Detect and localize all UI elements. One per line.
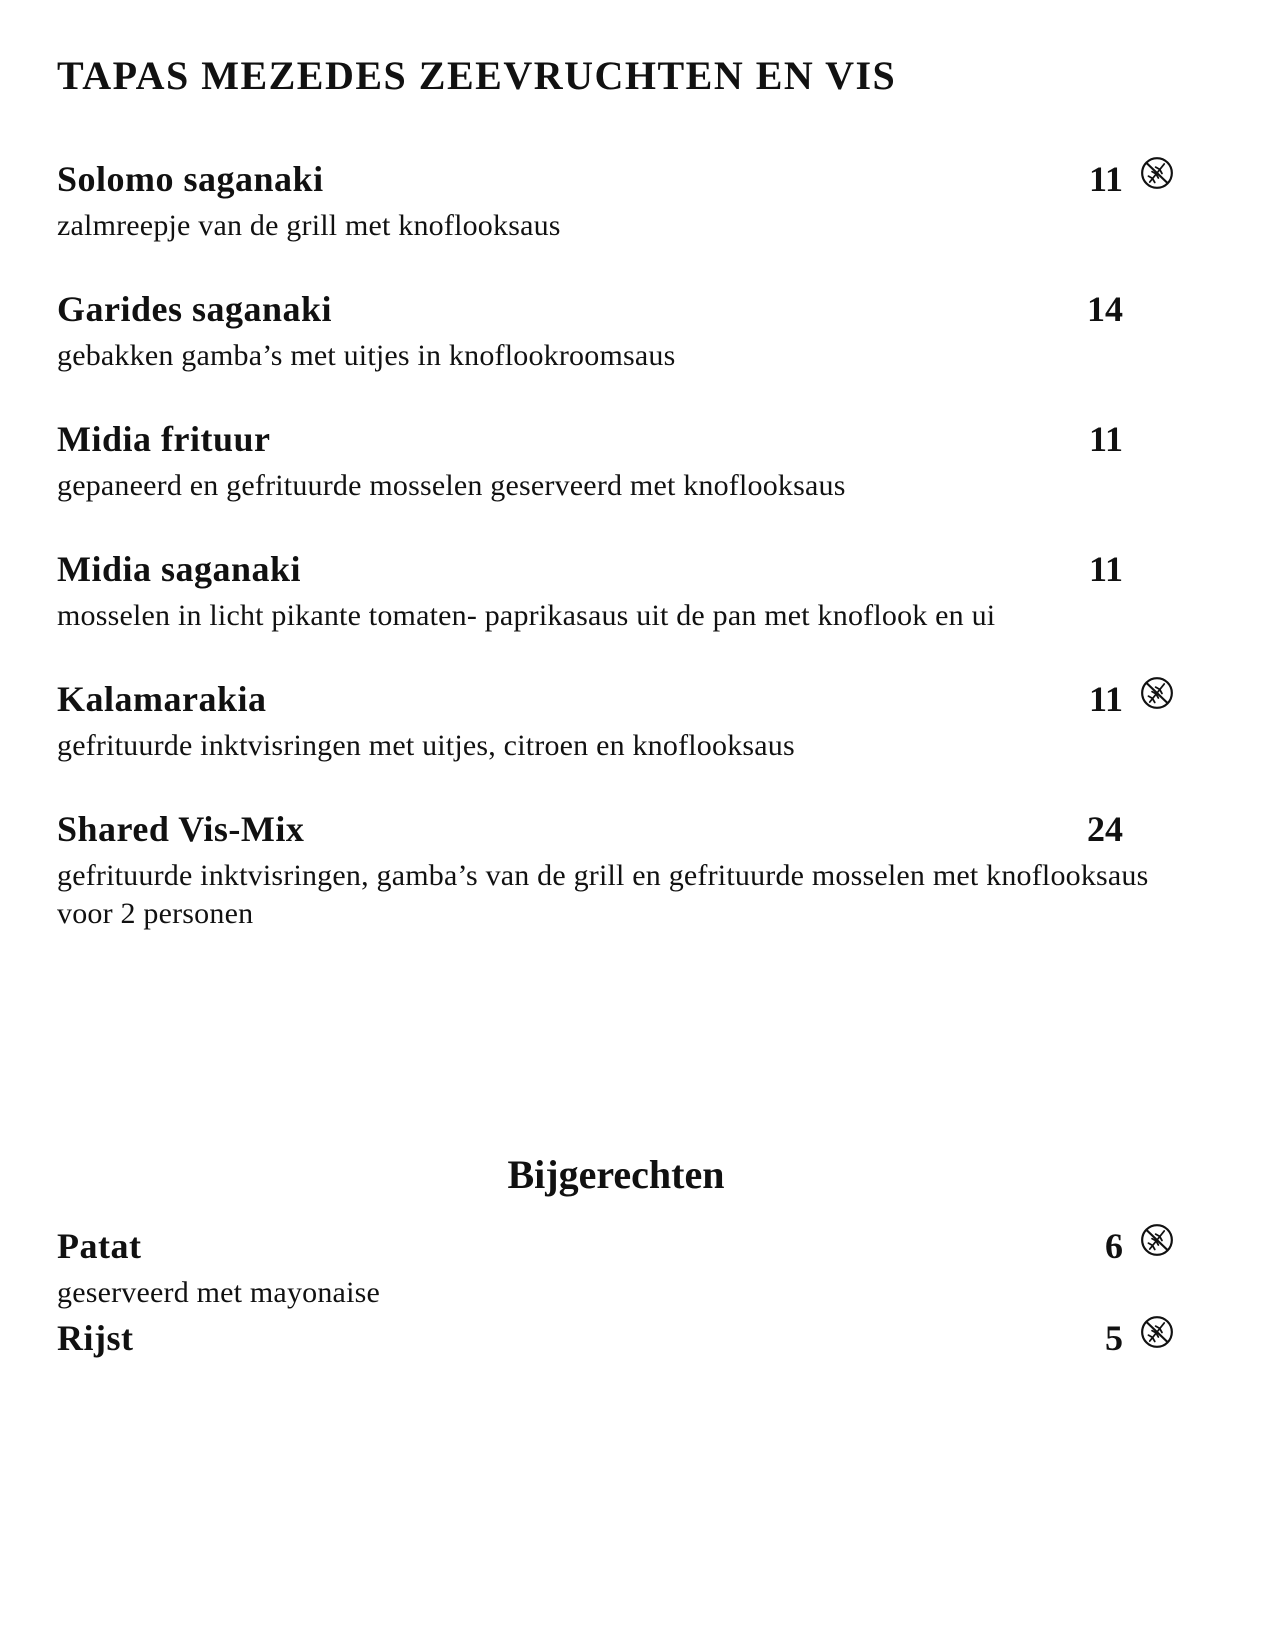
menu-item-shared-vis-mix bbox=[57, 807, 1175, 933]
item-price: 11 bbox=[1088, 419, 1123, 459]
menu-item-midia-saganaki bbox=[57, 547, 1175, 635]
item-name: Midia saganaki bbox=[57, 549, 302, 589]
section-title-bijgerechten: Bijgerechten bbox=[507, 1152, 725, 1197]
item-price: 11 bbox=[1088, 159, 1123, 199]
item-name: Shared Vis-Mix bbox=[57, 809, 305, 849]
item-name: Solomo saganaki bbox=[57, 159, 324, 199]
item-description: zalmreepje van de grill met knoflooksaus bbox=[57, 209, 561, 242]
gluten-free-icon bbox=[1139, 1222, 1175, 1258]
item-price: 11 bbox=[1088, 679, 1123, 719]
item-name: Patat bbox=[57, 1226, 142, 1266]
item-description: gefrituurde inktvisringen met uitjes, citroen en knoflooksaus bbox=[57, 729, 795, 762]
item-price: 6 bbox=[1105, 1226, 1123, 1266]
item-description: geserveerd met mayonaise bbox=[57, 1276, 380, 1309]
menu-item-solomo-saganaki bbox=[57, 157, 1175, 245]
gluten-free-icon bbox=[1139, 1314, 1175, 1350]
item-name: Kalamarakia bbox=[57, 679, 267, 719]
item-description: gefrituurde inktvisringen, gamba’s van de grill en gefrituurde mosselen met knoflooksaus voor 2 personen bbox=[57, 859, 1149, 930]
item-price: 24 bbox=[1087, 809, 1123, 849]
item-description: gebakken gamba’s met uitjes in knoflookroomsaus bbox=[57, 339, 676, 372]
menu-item-garides-saganaki bbox=[57, 287, 1175, 375]
menu-item-kalamarakia bbox=[57, 677, 1175, 765]
item-price: 11 bbox=[1088, 549, 1123, 589]
item-price: 5 bbox=[1105, 1318, 1123, 1358]
item-name: Rijst bbox=[57, 1318, 134, 1358]
menu-item-rijst bbox=[57, 1316, 1175, 1360]
item-name: Midia frituur bbox=[57, 419, 271, 459]
menu-item-patat bbox=[57, 1224, 1175, 1312]
gluten-free-icon bbox=[1139, 675, 1175, 711]
item-price: 14 bbox=[1087, 289, 1123, 329]
item-name: Garides saganaki bbox=[57, 289, 333, 329]
item-description: mosselen in licht pikante tomaten- paprikasaus uit de pan met knoflook en ui bbox=[57, 599, 996, 632]
gluten-free-icon bbox=[1139, 155, 1175, 191]
menu-item-midia-frituur bbox=[57, 417, 1175, 505]
page-title: TAPAS MEZEDES ZEEVRUCHTEN EN VIS bbox=[57, 53, 897, 98]
item-description: gepaneerd en gefrituurde mosselen geserveerd met knoflooksaus bbox=[57, 469, 846, 502]
